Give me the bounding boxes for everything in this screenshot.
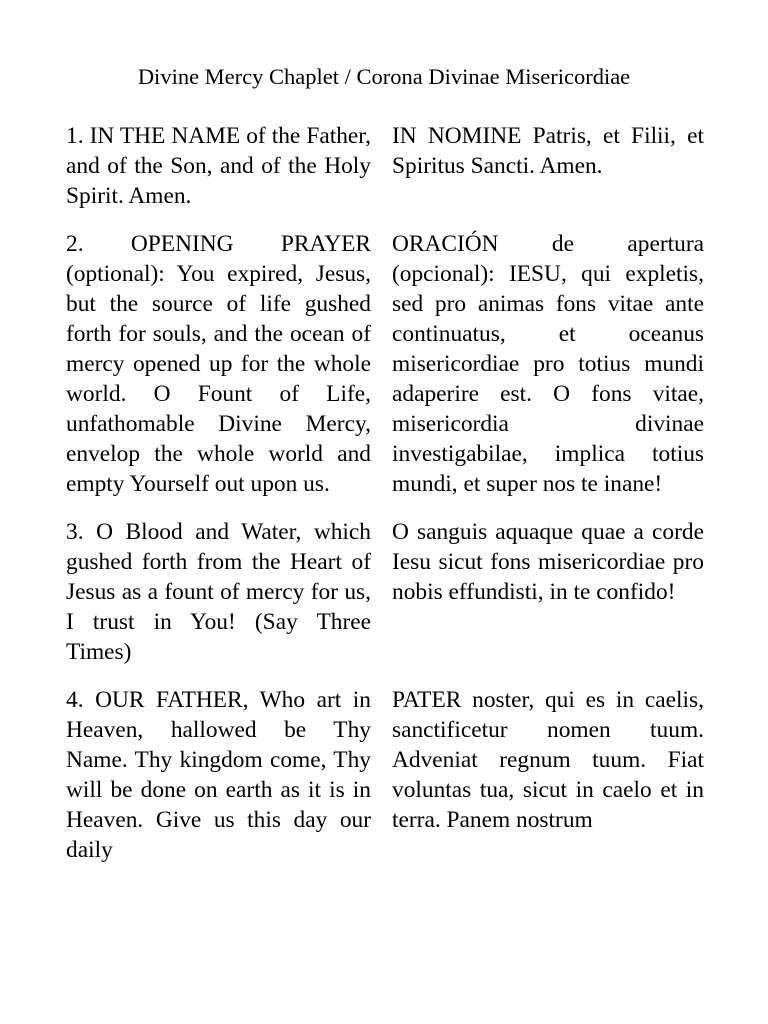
latin-text: IN NOMINE Patris, et Filii, et Spiritus Sancti. Amen. (392, 123, 704, 179)
latin-text: ORACIÓN de apertura (opcional): IESU, qui expletis, sed pro animas fons vitae ante continuatus, et oceanus misericordiae pro totius mundi adaperire est. O fons vitae, misericordia divinae investigabilae, implica totius mundi, et super nos te inane! (392, 231, 704, 497)
section-opening-prayer (66, 229, 704, 499)
english-text: 3. O Blood and Water, which gushed forth from the Heart of Jesus as a fount of mercy for us, I trust in You! (Say Three Times) (66, 519, 371, 665)
prayer-sections (66, 121, 704, 883)
section-sign-of-cross (66, 121, 704, 211)
section-blood-and-water (66, 517, 704, 667)
english-text: 2. OPENING PRAYER (optional): You expired, Jesus, but the source of life gushed forth for souls, and the ocean of mercy opened up for the whole world. O Fount of Life, unfathomable Divine Mercy, envelop the whole world and empty Yourself out upon us. (66, 231, 371, 497)
page-title: Divine Mercy Chaplet / Corona Divinae Misericordiae (137, 64, 631, 89)
section-our-father (66, 685, 704, 865)
latin-text: PATER noster, qui es in caelis, sanctificetur nomen tuum. Adveniat regnum tuum. Fiat voluntas tua, sicut in caelo et in terra. Panem nostrum (392, 687, 704, 833)
english-text: 4. OUR FATHER, Who art in Heaven, hallowed be Thy Name. Thy kingdom come, Thy will be done on earth as it is in Heaven. Give us this day our daily (66, 687, 371, 863)
english-text: 1. IN THE NAME of the Father, and of the Son, and of the Holy Spirit. Amen. (66, 123, 371, 209)
latin-text: O sanguis aquaque quae a corde Iesu sicut fons misericordiae pro nobis effundisti, in te confido! (392, 519, 704, 605)
